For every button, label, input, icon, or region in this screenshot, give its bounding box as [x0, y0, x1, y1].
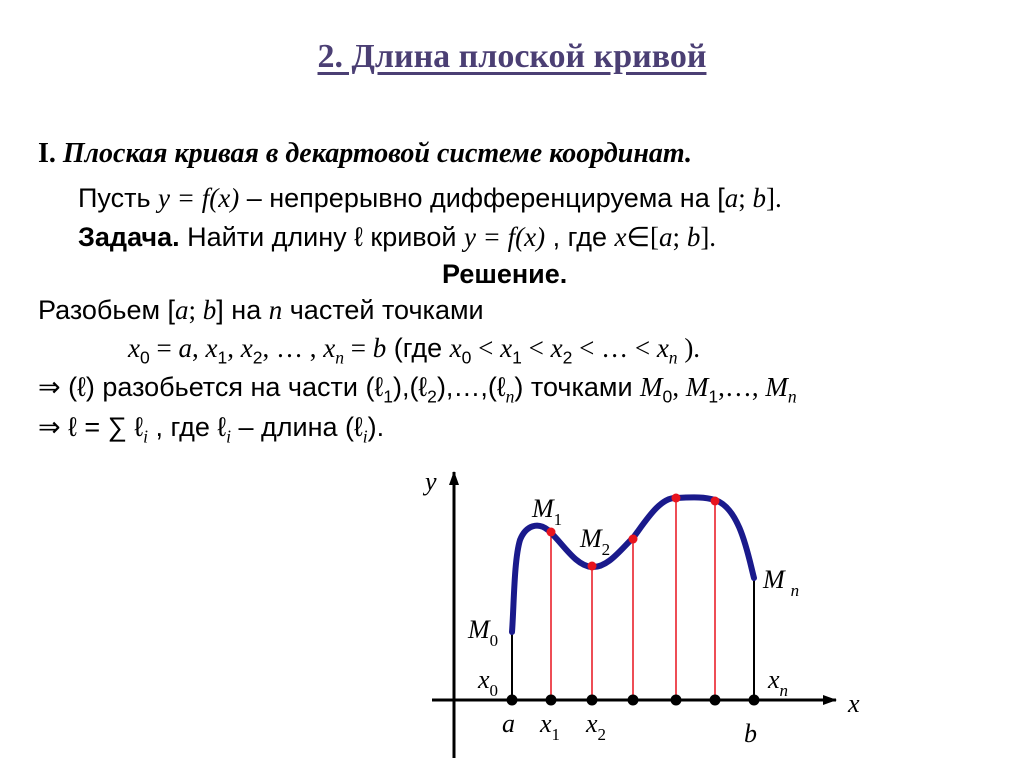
text: < [471, 333, 501, 363]
sub: n [668, 347, 678, 368]
Mn: M [765, 372, 788, 402]
sub: 2 [427, 386, 437, 407]
label-sub: 0 [489, 681, 499, 700]
var-b: b [686, 222, 701, 252]
curve-point [711, 497, 720, 506]
y-axis-label: y [425, 467, 437, 496]
text: , где ℓ [147, 412, 227, 442]
var-a: a [178, 333, 192, 363]
x0: x [449, 333, 462, 363]
label-M: M [532, 494, 554, 523]
sub: 2 [562, 347, 573, 368]
text: Найти длину ℓ кривой [179, 222, 464, 252]
sub: n [335, 347, 344, 368]
text: = [149, 333, 179, 363]
sub: 0 [662, 386, 673, 407]
text: = [343, 333, 373, 363]
label-M0 [467, 615, 498, 650]
x1: x [205, 333, 218, 363]
label-xn [767, 665, 788, 700]
label-x2 [585, 709, 606, 744]
text: – длина (ℓ [231, 412, 363, 442]
x-axis-label: x [848, 689, 860, 718]
text: ). [677, 333, 701, 363]
label-a: a [502, 709, 515, 738]
text: , [191, 333, 206, 363]
label-M: M [763, 565, 785, 594]
label-x: x [586, 709, 598, 738]
sub: 1 [383, 386, 393, 407]
sub: 1 [217, 347, 228, 368]
sub: i [143, 426, 148, 447]
section-number: I. [38, 138, 56, 169]
function-notation: y = f(x) [463, 222, 546, 252]
label-M2 [579, 524, 610, 559]
x2: x [550, 333, 563, 363]
text: ,…, [718, 372, 766, 402]
text: < [521, 333, 551, 363]
text: ). [367, 412, 385, 442]
text: ]. [700, 222, 717, 252]
text: ; [672, 222, 687, 252]
text: (ℓ) разобьется на части (ℓ [60, 372, 384, 402]
x1: x [500, 333, 513, 363]
partition-lines [551, 498, 715, 700]
label-M: M [468, 615, 490, 644]
text: , … , [262, 333, 324, 363]
text: ),(ℓ [392, 372, 428, 402]
text: Разобьем [ [38, 295, 176, 325]
var-x: x [614, 222, 627, 252]
implies-arrow: ⇒ [38, 372, 61, 402]
curve-point [629, 535, 638, 544]
text: ]. [765, 183, 782, 213]
text: , [227, 333, 241, 363]
axis-point [628, 695, 639, 706]
text: (где [386, 333, 450, 363]
label-sub: 2 [601, 540, 611, 559]
label-sub: 0 [489, 631, 499, 650]
axis-point [546, 695, 557, 706]
var-b: b [202, 295, 217, 325]
x2: x [240, 333, 253, 363]
label-x0 [477, 665, 498, 700]
text: < … < [572, 333, 657, 363]
xn: x [323, 333, 336, 363]
var-b: b [372, 333, 387, 363]
text: ; [738, 183, 753, 213]
sub: i [226, 426, 231, 447]
sub: 2 [252, 347, 263, 368]
axis-point [710, 695, 721, 706]
var-b: b [752, 183, 766, 213]
text: , [672, 372, 686, 402]
label-x: x [768, 665, 780, 694]
axis-point [587, 695, 598, 706]
implies-arrow: ⇒ [38, 412, 61, 442]
label-M: M [580, 524, 602, 553]
section-title: Плоская кривая в декартовой системе координат. [62, 138, 693, 169]
label-x: x [540, 709, 552, 738]
text: частей точками [282, 295, 484, 325]
sub: 1 [708, 386, 719, 407]
sub: 0 [139, 347, 150, 368]
curve-point [672, 494, 681, 503]
label-sub: 2 [597, 725, 607, 744]
label-x1 [539, 709, 560, 744]
text: ; [188, 295, 203, 325]
text: ] на [216, 295, 269, 325]
axis-point [749, 695, 760, 706]
axis-point [507, 695, 518, 706]
var-n: n [268, 295, 283, 325]
text: Пусть [78, 183, 159, 213]
x0: x [128, 333, 140, 363]
solution-heading: Решение. [442, 259, 568, 289]
var-a: a [724, 183, 739, 213]
text: ) точками [514, 372, 641, 402]
label-sub: n [779, 681, 789, 700]
label-Mn [762, 565, 799, 600]
label-sub: 1 [551, 725, 561, 744]
text: ℓ = ∑ ℓ [60, 412, 144, 442]
curve-point [588, 562, 597, 571]
M1: M [685, 372, 709, 402]
axis-point [671, 695, 682, 706]
sub: i [362, 426, 368, 447]
sub: n [505, 386, 515, 407]
page-title: 2. Длина плоской кривой [317, 38, 707, 75]
label-sub: 1 [553, 510, 563, 529]
task-label: Задача. [78, 222, 180, 252]
sub: n [787, 386, 797, 407]
sub: 0 [461, 347, 472, 368]
function-notation: y = f(x) [158, 183, 240, 213]
var-a: a [175, 295, 189, 325]
label-x: x [478, 665, 490, 694]
text: , где [545, 222, 615, 252]
sub: 1 [512, 347, 522, 368]
M0: M [640, 372, 663, 402]
label-b: b [744, 719, 757, 748]
label-sub: n [790, 581, 800, 600]
text: ∈[ [626, 222, 660, 252]
text: – непрерывно дифференцируема на [ [239, 183, 725, 213]
var-a: a [659, 222, 673, 252]
text: ),…,(ℓ [436, 372, 506, 402]
xn: x [656, 333, 669, 363]
